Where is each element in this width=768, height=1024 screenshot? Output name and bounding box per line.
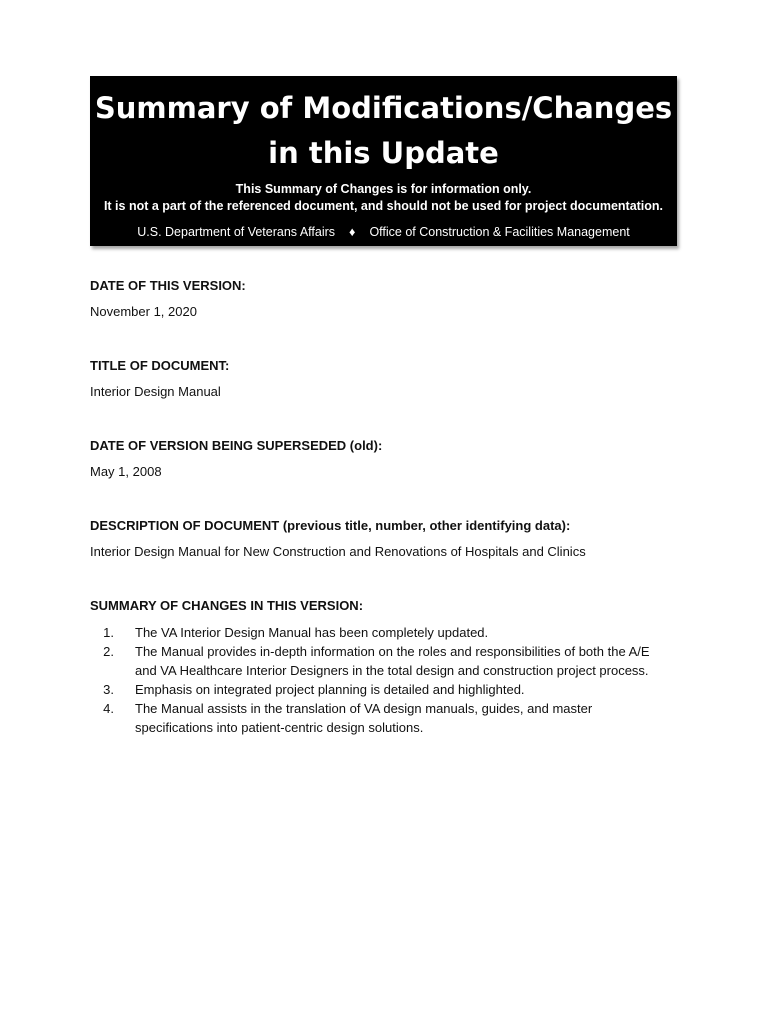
changes-label: SUMMARY OF CHANGES IN THIS VERSION: [90,598,364,613]
list-item-number: 2. [103,644,114,659]
banner-disclaimer [90,181,677,215]
disclaimer-line2: It is not a part of the referenced document, and should not be used for project documentation. [103,199,664,213]
description-label: DESCRIPTION OF DOCUMENT (previous title, number, other identifying data): [90,518,571,533]
list-item [90,623,680,642]
date-label: DATE OF THIS VERSION: [90,278,246,293]
disclaimer-line1: This Summary of Changes is for information only. [235,182,532,196]
list-item-text: Emphasis on integrated project planning is detailed and highlighted. [135,682,525,697]
org-va: U.S. Department of Veterans Affairs [137,225,336,239]
changes-section [90,597,680,737]
list-item-text: The Manual assists in the translation of VA design manuals, guides, and master specifications into patient-centric design solutions. [135,701,593,735]
title-section [90,357,680,400]
diamond-separator-icon: ♦ [349,225,356,239]
banner-title [90,76,677,176]
superseded-section [90,437,680,480]
list-item [90,642,680,680]
list-item-number: 3. [103,682,114,697]
date-section [90,277,680,320]
banner-organization [90,224,677,240]
list-item-text: The Manual provides in-depth information on the roles and responsibilities of both the A/E and VA Healthcare Interior Designers in the total design and construction project process. [135,644,650,678]
changes-list [90,623,680,737]
description-value: Interior Design Manual for New Construction and Renovations of Hospitals and Clinics [90,544,586,559]
banner-title-line2: in this Update [268,136,499,170]
list-item-number: 4. [103,701,114,716]
banner-title-line1: Summary of Modifications/Changes [94,91,673,125]
superseded-label: DATE OF VERSION BEING SUPERSEDED (old): [90,438,383,453]
summary-banner [90,76,677,246]
list-item [90,680,680,699]
description-section [90,517,680,560]
superseded-value: May 1, 2008 [90,464,162,479]
list-item-text: The VA Interior Design Manual has been completely updated. [135,625,489,640]
list-item-number: 1. [103,625,114,640]
date-value: November 1, 2020 [90,304,197,319]
title-value: Interior Design Manual [90,384,221,399]
org-cfm: Office of Construction & Facilities Management [369,225,630,239]
list-item [90,699,680,737]
title-label: TITLE OF DOCUMENT: [90,358,230,373]
